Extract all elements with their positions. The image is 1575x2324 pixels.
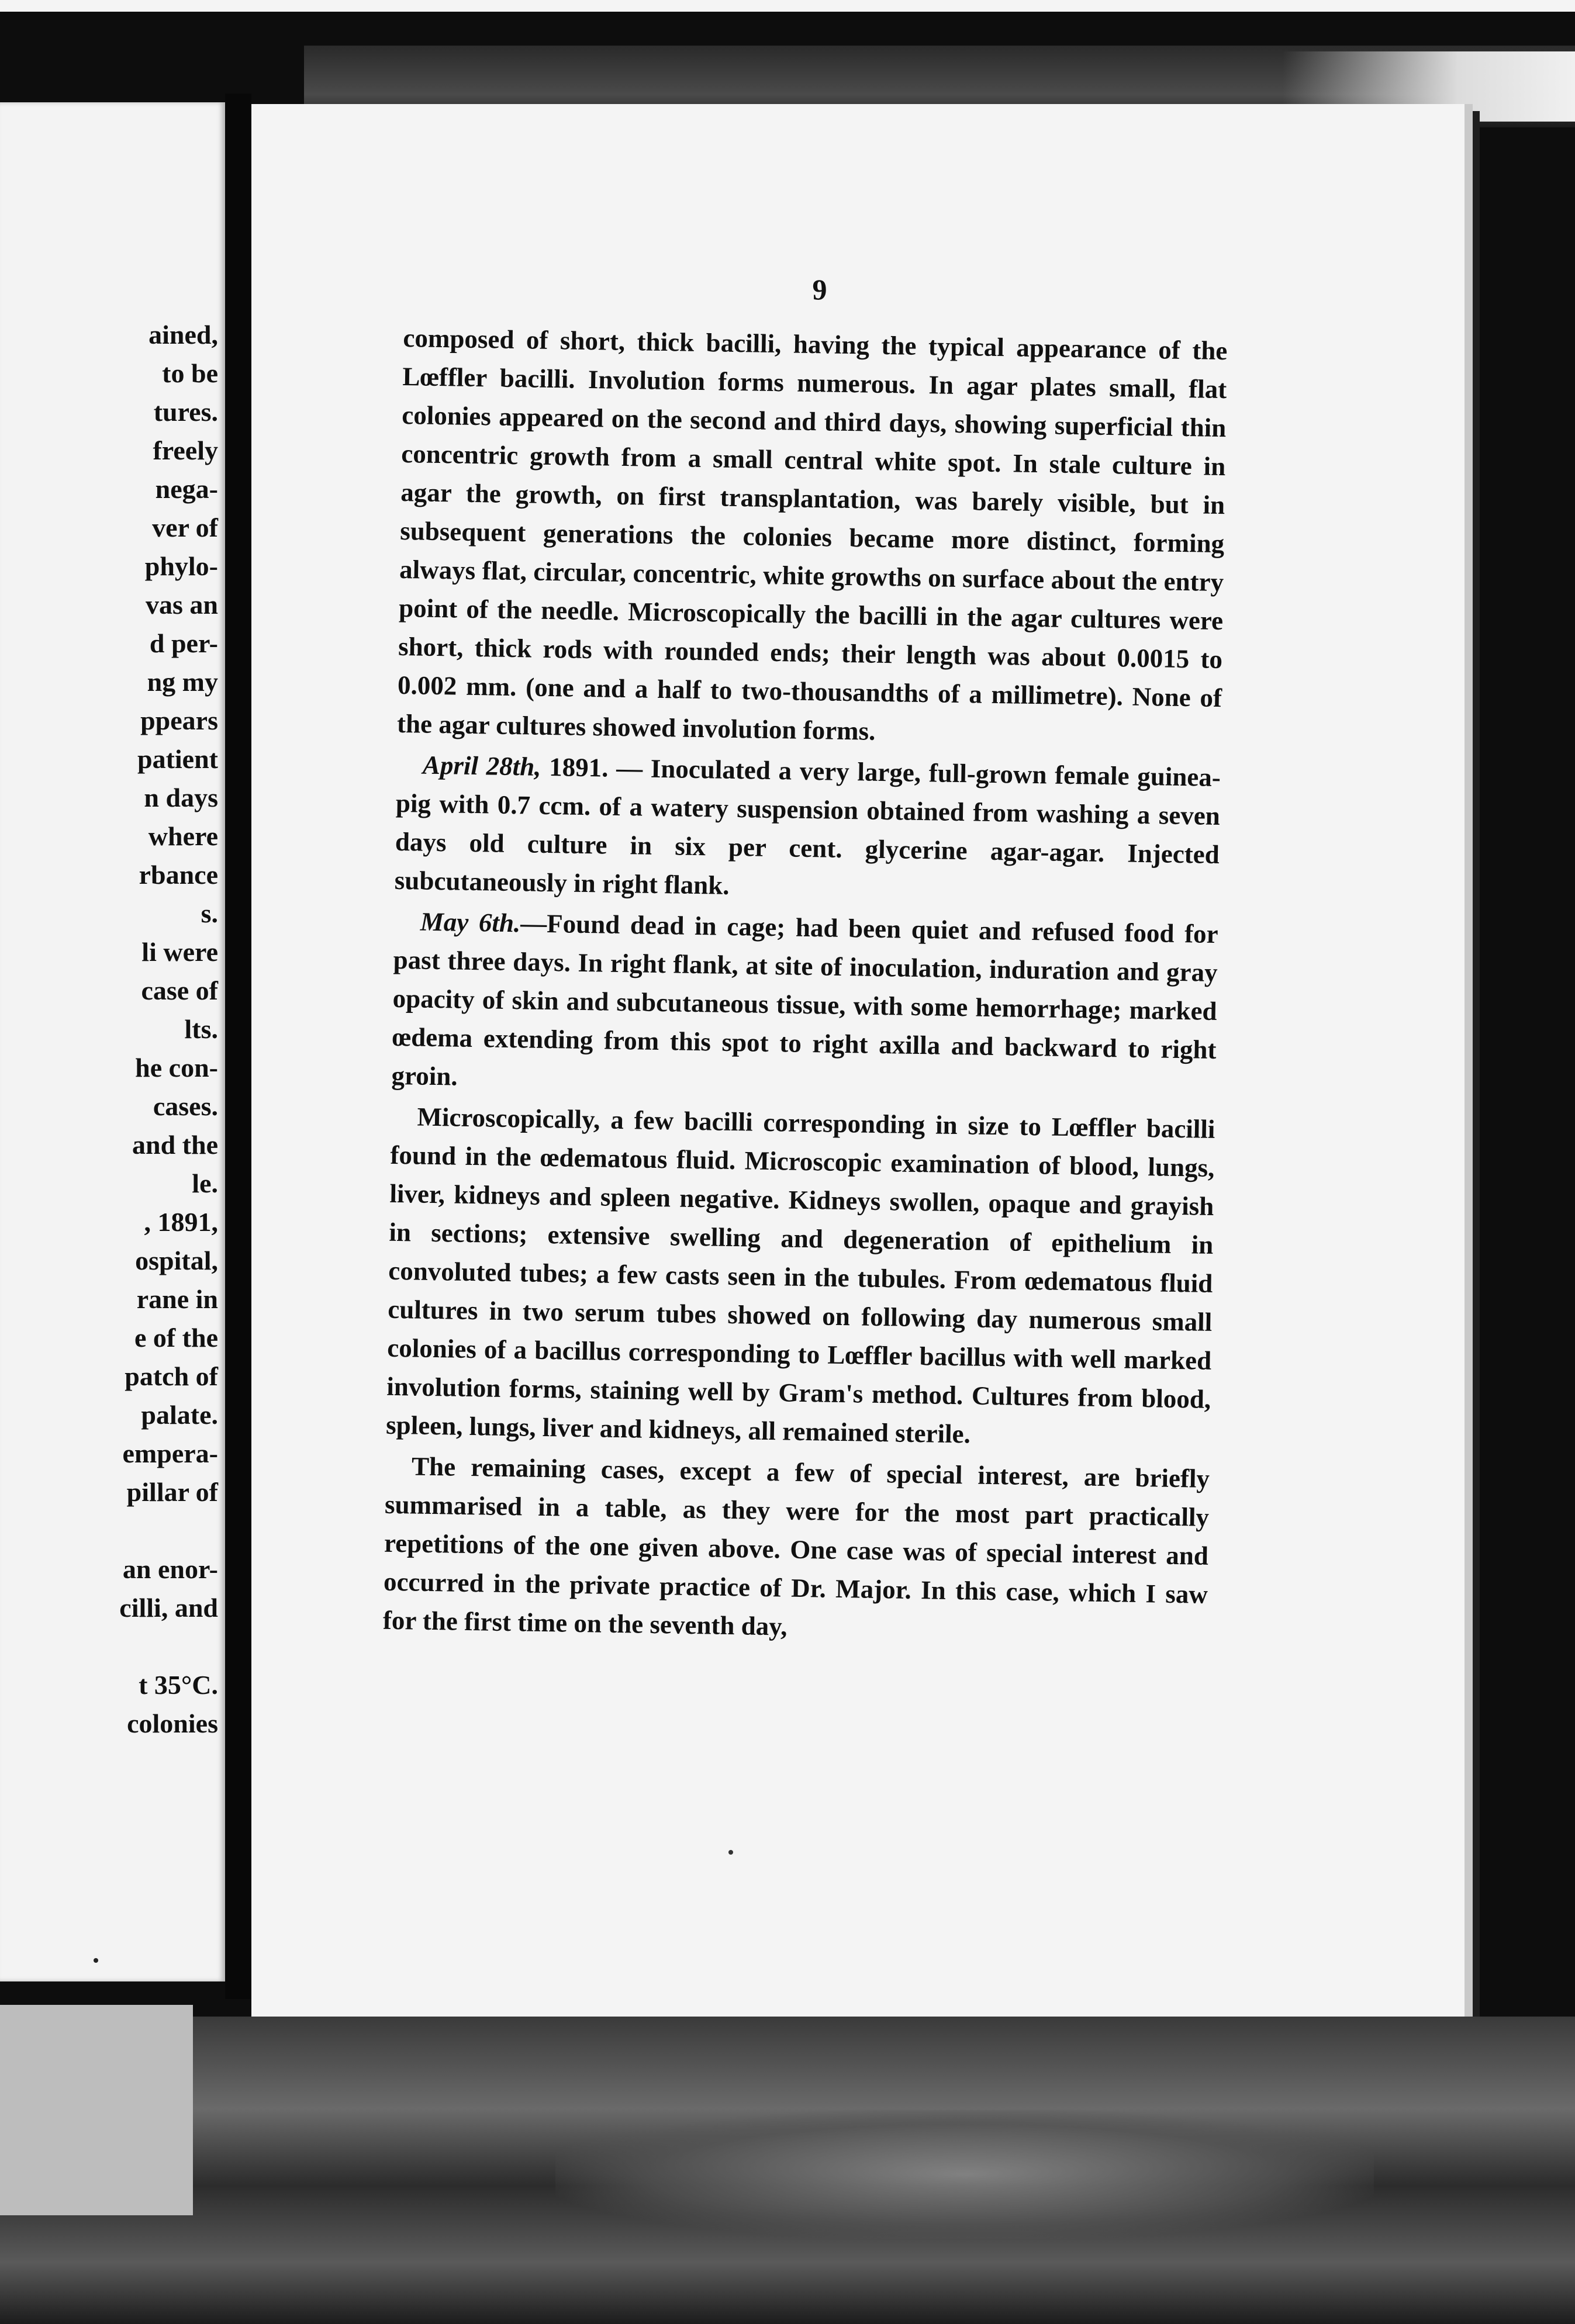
left-page-line: cilli, and	[119, 1593, 218, 1623]
paragraph-text: The remaining cases, except a few of special interest, are briefly summarised in a table, as they were for the most part practically repetitions of the one given above. One case was of special interest and occurred in the private practice of Dr. Major. In this case, which I saw for the first time on the seventh day,	[382, 1451, 1210, 1641]
left-page-line: s.	[201, 898, 218, 928]
book-gutter	[225, 94, 251, 1999]
left-page-line: where	[148, 821, 218, 851]
paragraph-text: composed of short, thick bacilli, having the typical appearance of the Lœffler bacilli. Involution forms numerous. In agar plates small, flat colonies appeared on the second and third days, showing superficial thin concentric growth from a small central white spot. In stale culture in agar the growth, on first transplantation, was barely visible, but in subsequent generations the colonies became more distinct, forming always flat, circular, concentric, white growths on surface about the entry point of the needle. Microscopically the bacilli in the agar cultures were short, thick rods with rounded ends; their length was about 0.0015 to 0.002 mm. (one and a half to two-thousandths of a millimetre). None of the agar cultures showed involution forms.	[396, 323, 1228, 746]
paragraph-text: 1891. — Inoculated a very large, full-grown female guinea-pig with 0.7 ccm. of a watery suspension obtained from washing a seven days old culture in six per cent. glycerine agar-agar. Injected subcutaneously in right flank.	[394, 752, 1221, 900]
paragraph-1	[397, 319, 1228, 756]
paragraph-4	[386, 1097, 1215, 1457]
paragraph-text: —Found dead in cage; had been quiet and refused food for past three days. In right flank, at site of inoculation, induration and gray opacity of skin and subcutaneous tissue, with some hemorrhage; marked œdema extending from this spot to right axilla and backward to right groin.	[391, 908, 1219, 1091]
scan-border	[0, 0, 1575, 12]
left-page-line: cases.	[153, 1091, 218, 1121]
left-page-line: ospital,	[135, 1246, 218, 1275]
left-page-line: patient	[137, 744, 218, 774]
left-page-line: phylo-	[144, 551, 218, 581]
left-page-line: li were	[141, 937, 218, 967]
left-page-line: palate.	[141, 1400, 218, 1430]
left-page-line: case of	[141, 976, 218, 1005]
left-page-line: ver of	[152, 513, 218, 542]
left-page-line: t 35°C.	[139, 1670, 218, 1700]
left-page-line: freely	[153, 435, 218, 465]
left-page-line: he con-	[135, 1053, 218, 1083]
left-page-line: rbance	[139, 860, 218, 890]
left-page-line: vas an	[146, 590, 218, 620]
left-page-line: empera-	[122, 1438, 218, 1468]
left-page-line: , 1891,	[144, 1207, 218, 1237]
left-page-line: rane in	[136, 1284, 218, 1314]
paragraph-2	[394, 745, 1221, 912]
left-page-line: an enor-	[122, 1554, 218, 1584]
left-page-line: colonies	[127, 1709, 218, 1738]
paragraph-lead: April 28th,	[422, 750, 541, 781]
left-page-line: n days	[144, 783, 218, 812]
left-page-line: tures.	[153, 397, 218, 427]
page-speck	[94, 1958, 98, 1963]
left-page-line: and the	[132, 1130, 218, 1160]
left-page-line: patch of	[125, 1361, 218, 1391]
paragraph-5	[383, 1447, 1210, 1652]
paragraph-3	[391, 902, 1218, 1108]
left-page-line: ppears	[140, 706, 218, 735]
left-page-line: d per-	[149, 628, 218, 658]
left-page-line: ng my	[147, 667, 218, 697]
paragraph-text: Microscopically, a few bacilli corresponding in size to Lœffler bacilli found in the œdematous fluid. Microscopic examination of blood, lungs, liver, kidneys and spleen negative. Kidneys swollen, opaque and grayish in sections; extensive swelling and degeneration of epithelium in convoluted tubes; a few casts seen in the tubules. From œdematous fluid cultures in two serum tubes showed on following day numerous small colonies of a bacillus corresponding to Lœffler bacillus with well marked involution forms, staining well by Gram's method. Cultures from blood, spleen, lungs, liver and kidneys, all remained sterile.	[385, 1102, 1215, 1449]
scanner-bed-edge	[0, 2005, 193, 2215]
left-page-line: lts.	[184, 1014, 218, 1044]
left-page-line: to be	[162, 358, 218, 388]
left-page-line: pillar of	[126, 1477, 218, 1507]
left-page-line: nega-	[155, 474, 218, 504]
left-page	[0, 102, 225, 1981]
page-speck	[728, 1850, 733, 1855]
left-page-line: ained,	[148, 320, 218, 350]
left-page-line: e of the	[134, 1323, 218, 1353]
page-body	[383, 319, 1228, 1652]
paragraph-lead: May 6th.	[420, 907, 521, 938]
page-number: 9	[812, 273, 827, 306]
left-page-line: le.	[192, 1168, 218, 1198]
scanner-bed-blotch	[555, 2110, 1374, 2239]
